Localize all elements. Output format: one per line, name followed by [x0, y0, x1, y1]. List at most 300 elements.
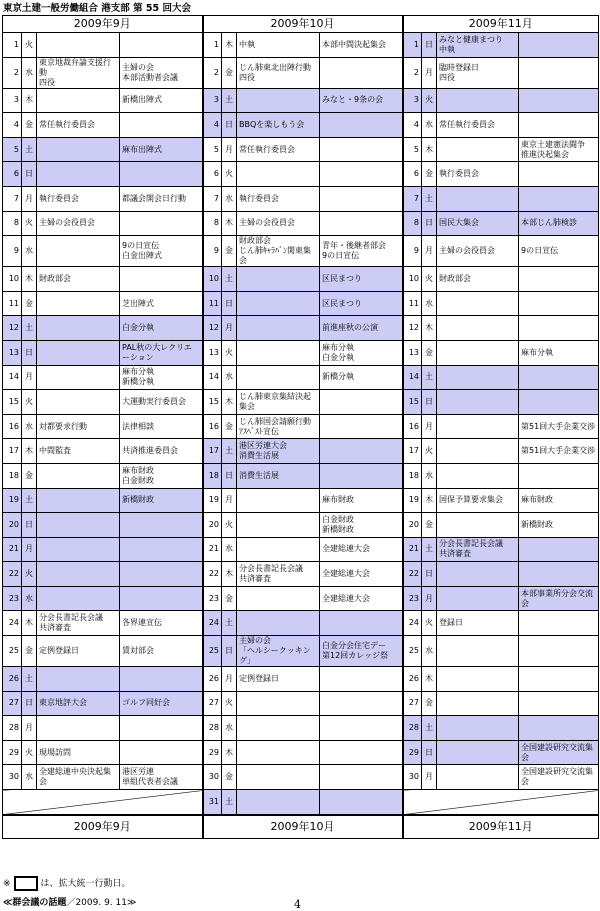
weekday: 金: [422, 513, 437, 538]
day-row: [3, 439, 599, 464]
event-primary: 臨時登録日 四役: [437, 57, 519, 88]
event-secondary: 区民まつり: [320, 267, 403, 292]
event-secondary: 麻布出陣式: [120, 137, 203, 162]
day-row: [3, 740, 599, 765]
event-secondary: [519, 186, 599, 211]
day-number: 4: [203, 113, 222, 138]
event-secondary: 全建総連大会: [320, 537, 403, 562]
day-number: 4: [403, 113, 422, 138]
day-row: [3, 790, 599, 815]
weekday: 金: [422, 691, 437, 716]
day-row: [3, 137, 599, 162]
event-primary: [437, 439, 519, 464]
day-number: 6: [403, 162, 422, 187]
event-secondary: [320, 57, 403, 88]
weekday: 月: [422, 414, 437, 439]
day-number: 27: [203, 691, 222, 716]
weekday: 日: [222, 291, 237, 316]
event-secondary: [120, 267, 203, 292]
event-primary: [37, 236, 120, 267]
event-primary: 執行委員会: [237, 186, 320, 211]
event-secondary: [320, 211, 403, 236]
event-primary: [37, 162, 120, 187]
day-number: 29: [3, 740, 22, 765]
day-number: 19: [203, 488, 222, 513]
event-secondary: 新橋財政: [519, 513, 599, 538]
event-primary: 現場訪問: [37, 740, 120, 765]
weekday: 月: [222, 667, 237, 692]
day-number: 5: [403, 137, 422, 162]
weekday: 金: [22, 291, 37, 316]
event-secondary: 第51回大手企業交渉: [519, 439, 599, 464]
day-number: 23: [3, 586, 22, 611]
event-primary: 主婦の会役員会: [237, 211, 320, 236]
event-secondary: [519, 716, 599, 741]
day-number: 12: [403, 316, 422, 341]
weekday: 水: [222, 365, 237, 390]
event-secondary: [120, 33, 203, 58]
event-primary: じん肺国会請願行動 ｱｽﾍﾞｽﾄ宣伝: [237, 414, 320, 439]
day-row: [3, 691, 599, 716]
event-secondary: [320, 667, 403, 692]
event-secondary: [120, 537, 203, 562]
event-secondary: [519, 88, 599, 113]
day-row: [3, 113, 599, 138]
day-number: 14: [403, 365, 422, 390]
event-primary: [237, 790, 320, 815]
weekday: 木: [22, 439, 37, 464]
event-secondary: [320, 716, 403, 741]
event-primary: [437, 691, 519, 716]
weekday: 土: [222, 88, 237, 113]
event-primary: [37, 513, 120, 538]
weekday: 日: [22, 513, 37, 538]
event-primary: [437, 667, 519, 692]
day-number: 15: [403, 390, 422, 415]
event-primary: [237, 291, 320, 316]
event-secondary: 麻布財政: [320, 488, 403, 513]
day-number: 21: [403, 537, 422, 562]
event-secondary: 9の日宣伝: [519, 236, 599, 267]
event-secondary: 青年・後継者部会 9の日宣伝: [320, 236, 403, 267]
event-primary: [37, 463, 120, 488]
day-number: 9: [203, 236, 222, 267]
month-header: 2009年10月: [203, 16, 403, 33]
day-number: 2: [203, 57, 222, 88]
day-number: 7: [403, 186, 422, 211]
day-number: 25: [203, 636, 222, 667]
day-number: 22: [3, 562, 22, 587]
event-secondary: 区民まつり: [320, 291, 403, 316]
weekday: 月: [422, 765, 437, 790]
event-secondary: [320, 186, 403, 211]
event-secondary: [320, 390, 403, 415]
day-number: 31: [203, 790, 222, 815]
event-secondary: [519, 113, 599, 138]
weekday: 木: [222, 211, 237, 236]
event-secondary: [320, 740, 403, 765]
event-secondary: 白金分執: [120, 316, 203, 341]
day-number: 18: [3, 463, 22, 488]
day-row: [3, 186, 599, 211]
event-primary: 財政部会 じん肺ｷｬﾗﾊﾞﾝ関東集会: [237, 236, 320, 267]
weekday: 水: [22, 236, 37, 267]
event-secondary: [120, 113, 203, 138]
day-number: 11: [3, 291, 22, 316]
event-secondary: 各界連宣伝: [120, 611, 203, 636]
event-primary: 国保予算要求集会: [437, 488, 519, 513]
weekday: 木: [422, 667, 437, 692]
event-primary: [237, 162, 320, 187]
day-number: 1: [203, 33, 222, 58]
event-primary: [437, 390, 519, 415]
event-primary: [437, 463, 519, 488]
day-number: 16: [403, 414, 422, 439]
weekday: 月: [22, 365, 37, 390]
weekday: 火: [422, 88, 437, 113]
event-secondary: 新橋出陣式: [120, 88, 203, 113]
event-secondary: [320, 790, 403, 815]
day-row: [3, 765, 599, 790]
event-primary: [437, 716, 519, 741]
day-number: 2: [3, 57, 22, 88]
event-primary: 常任執行委員会: [237, 137, 320, 162]
weekday: 土: [222, 439, 237, 464]
event-secondary: みなと・9条の会: [320, 88, 403, 113]
day-number: 11: [403, 291, 422, 316]
weekday: 火: [222, 340, 237, 365]
event-primary: 定例登録日: [237, 667, 320, 692]
day-row: [3, 340, 599, 365]
event-secondary: [519, 365, 599, 390]
event-primary: [37, 316, 120, 341]
event-primary: 登録日: [437, 611, 519, 636]
day-number: 17: [403, 439, 422, 464]
event-secondary: [120, 586, 203, 611]
event-secondary: [320, 113, 403, 138]
day-number: 9: [3, 236, 22, 267]
event-secondary: [519, 291, 599, 316]
event-primary: 主婦の会役員会: [437, 236, 519, 267]
event-secondary: [519, 691, 599, 716]
day-number: 26: [203, 667, 222, 692]
day-number: 3: [203, 88, 222, 113]
weekday: 土: [422, 537, 437, 562]
weekday: 水: [222, 186, 237, 211]
event-primary: [37, 586, 120, 611]
weekday: 火: [22, 562, 37, 587]
day-number: 17: [203, 439, 222, 464]
day-number: 27: [3, 691, 22, 716]
event-primary: [237, 765, 320, 790]
event-primary: [37, 488, 120, 513]
event-primary: 分会長書記長会議 共済審査: [237, 562, 320, 587]
event-secondary: [320, 611, 403, 636]
day-number: 20: [403, 513, 422, 538]
event-primary: [237, 267, 320, 292]
event-secondary: 白金財政 新橋財政: [320, 513, 403, 538]
day-row: [3, 513, 599, 538]
weekday: 金: [22, 463, 37, 488]
weekday: 日: [422, 390, 437, 415]
event-secondary: 共済推進委員会: [120, 439, 203, 464]
event-secondary: 本部事業所分会交流会: [519, 586, 599, 611]
event-secondary: 第51回大手企業交渉: [519, 414, 599, 439]
day-number: 28: [403, 716, 422, 741]
day-row: [3, 236, 599, 267]
weekday: 月: [422, 57, 437, 88]
event-primary: [37, 390, 120, 415]
weekday: 木: [422, 488, 437, 513]
weekday: 月: [22, 186, 37, 211]
weekday: 木: [22, 88, 37, 113]
event-primary: [37, 340, 120, 365]
day-row: [3, 488, 599, 513]
weekday: 日: [22, 340, 37, 365]
event-primary: 執行委員会: [37, 186, 120, 211]
day-number: 22: [403, 562, 422, 587]
day-row: [3, 267, 599, 292]
note-text: は、拡大統一行動日。: [40, 879, 131, 889]
event-secondary: 麻布分執 新橋分執: [120, 365, 203, 390]
day-row: [3, 463, 599, 488]
weekday: 月: [422, 586, 437, 611]
event-secondary: [519, 162, 599, 187]
weekday: 木: [222, 33, 237, 58]
event-secondary: [519, 390, 599, 415]
day-row: [3, 611, 599, 636]
weekday: 金: [222, 57, 237, 88]
day-number: 25: [403, 636, 422, 667]
day-number: 28: [3, 716, 22, 741]
event-primary: [437, 291, 519, 316]
day-row: [3, 636, 599, 667]
weekday: 火: [222, 162, 237, 187]
event-secondary: [320, 691, 403, 716]
event-secondary: 全建総連大会: [320, 562, 403, 587]
day-row: [3, 316, 599, 341]
event-primary: [237, 488, 320, 513]
weekday: 金: [222, 765, 237, 790]
day-number: 1: [3, 33, 22, 58]
event-secondary: 新橋分執: [320, 365, 403, 390]
day-number: 21: [203, 537, 222, 562]
day-number: 21: [3, 537, 22, 562]
event-secondary: [120, 162, 203, 187]
event-primary: [437, 562, 519, 587]
legend-note: [3, 876, 131, 891]
weekday: 火: [422, 611, 437, 636]
day-number: 11: [203, 291, 222, 316]
day-number: 16: [203, 414, 222, 439]
weekday: 水: [22, 57, 37, 88]
event-secondary: 新橋財政: [120, 488, 203, 513]
weekday: 木: [222, 390, 237, 415]
day-number: 14: [203, 365, 222, 390]
event-primary: [37, 537, 120, 562]
day-number: 15: [3, 390, 22, 415]
month-header-row: [3, 16, 599, 33]
day-number: 3: [403, 88, 422, 113]
weekday: 水: [422, 636, 437, 667]
weekday: 火: [22, 211, 37, 236]
event-primary: 中間監査: [37, 439, 120, 464]
event-secondary: 麻布財政: [519, 488, 599, 513]
day-number: 20: [203, 513, 222, 538]
weekday: 日: [422, 562, 437, 587]
event-primary: [437, 137, 519, 162]
weekday: 土: [422, 186, 437, 211]
event-primary: 東京地裁弁論支援行動 四役: [37, 57, 120, 88]
weekday: 木: [22, 267, 37, 292]
day-number: 26: [403, 667, 422, 692]
day-row: [3, 562, 599, 587]
weekday: 土: [222, 611, 237, 636]
calendar-table: [2, 15, 599, 839]
event-secondary: [120, 211, 203, 236]
weekday: 火: [222, 691, 237, 716]
event-secondary: [120, 716, 203, 741]
event-secondary: 麻布分執: [519, 340, 599, 365]
day-number: 17: [3, 439, 22, 464]
event-primary: じん肺東北出陣行動 四役: [237, 57, 320, 88]
event-secondary: 賃対部会: [120, 636, 203, 667]
weekday: 火: [422, 439, 437, 464]
day-number: 28: [203, 716, 222, 741]
day-number: 16: [3, 414, 22, 439]
event-primary: 中執: [237, 33, 320, 58]
weekday: 金: [22, 636, 37, 667]
event-secondary: [519, 537, 599, 562]
day-number: 29: [403, 740, 422, 765]
weekday: 木: [222, 562, 237, 587]
event-secondary: 前進座秋の公演: [320, 316, 403, 341]
day-row: [3, 291, 599, 316]
event-secondary: [120, 667, 203, 692]
day-number: 23: [203, 586, 222, 611]
weekday: 火: [22, 390, 37, 415]
weekday: 木: [22, 611, 37, 636]
event-primary: 分会長書記長会議 共済審査: [437, 537, 519, 562]
event-secondary: 麻布財政 白金財政: [120, 463, 203, 488]
weekday: 日: [422, 740, 437, 765]
empty-cell: [403, 790, 599, 815]
day-number: 7: [203, 186, 222, 211]
weekday: 水: [422, 113, 437, 138]
day-row: [3, 162, 599, 187]
event-secondary: 全建総連大会: [320, 586, 403, 611]
day-number: 25: [3, 636, 22, 667]
weekday: 水: [22, 765, 37, 790]
weekday: 土: [222, 790, 237, 815]
day-number: 13: [3, 340, 22, 365]
day-row: [3, 365, 599, 390]
weekday: 金: [222, 414, 237, 439]
event-primary: [437, 636, 519, 667]
month-header: 2009年9月: [3, 16, 203, 33]
month-footer: 2009年9月: [3, 815, 203, 839]
event-primary: [437, 186, 519, 211]
event-primary: 常任執行委員会: [437, 113, 519, 138]
event-primary: [437, 513, 519, 538]
event-primary: 消費生活展: [237, 463, 320, 488]
day-number: 14: [3, 365, 22, 390]
footer-date: ／2009. 9. 11≫: [66, 898, 137, 908]
day-number: 26: [3, 667, 22, 692]
event-secondary: 全国建設研究交流集会: [519, 740, 599, 765]
event-secondary: 東京土建憲法闘争 推進決起集会: [519, 137, 599, 162]
event-primary: [437, 765, 519, 790]
legend-box: [14, 876, 38, 891]
event-secondary: [120, 740, 203, 765]
day-row: [3, 33, 599, 58]
event-primary: 主婦の会役員会: [37, 211, 120, 236]
weekday: 土: [22, 488, 37, 513]
day-number: 23: [403, 586, 422, 611]
day-number: 5: [3, 137, 22, 162]
day-number: 30: [403, 765, 422, 790]
event-primary: 国民大集会: [437, 211, 519, 236]
event-secondary: [519, 57, 599, 88]
event-secondary: [320, 162, 403, 187]
day-number: 18: [203, 463, 222, 488]
weekday: 土: [22, 316, 37, 341]
event-primary: [37, 562, 120, 587]
weekday: 火: [422, 267, 437, 292]
day-row: [3, 57, 599, 88]
day-number: 6: [3, 162, 22, 187]
footer-title: ≪群会議の話題: [3, 898, 67, 908]
weekday: 金: [422, 162, 437, 187]
event-secondary: [320, 463, 403, 488]
event-secondary: [519, 33, 599, 58]
weekday: 水: [22, 586, 37, 611]
event-secondary: [519, 611, 599, 636]
event-secondary: [320, 765, 403, 790]
event-secondary: 主婦の会 本部活動者会議: [120, 57, 203, 88]
event-primary: みなと健康まつり 中執: [437, 33, 519, 58]
event-primary: BBQを楽しもう会: [237, 113, 320, 138]
weekday: 土: [422, 365, 437, 390]
month-footer: 2009年11月: [403, 815, 599, 839]
event-secondary: 港区労連 単組代表者会議: [120, 765, 203, 790]
event-primary: [237, 88, 320, 113]
event-primary: [37, 88, 120, 113]
weekday: 金: [22, 113, 37, 138]
event-primary: 港区労連大会 消費生活展: [237, 439, 320, 464]
day-row: [3, 414, 599, 439]
day-number: 8: [403, 211, 422, 236]
weekday: 土: [22, 667, 37, 692]
day-number: 6: [203, 162, 222, 187]
day-number: 22: [203, 562, 222, 587]
weekday: 水: [222, 716, 237, 741]
day-number: 30: [203, 765, 222, 790]
event-primary: [437, 316, 519, 341]
event-primary: 財政部会: [437, 267, 519, 292]
weekday: 日: [222, 113, 237, 138]
weekday: 金: [422, 340, 437, 365]
day-number: 12: [3, 316, 22, 341]
day-row: [3, 390, 599, 415]
day-number: 19: [3, 488, 22, 513]
day-number: 13: [203, 340, 222, 365]
event-primary: [237, 691, 320, 716]
event-primary: 財政部会: [37, 267, 120, 292]
weekday: 木: [222, 740, 237, 765]
event-primary: [37, 291, 120, 316]
event-primary: [437, 586, 519, 611]
